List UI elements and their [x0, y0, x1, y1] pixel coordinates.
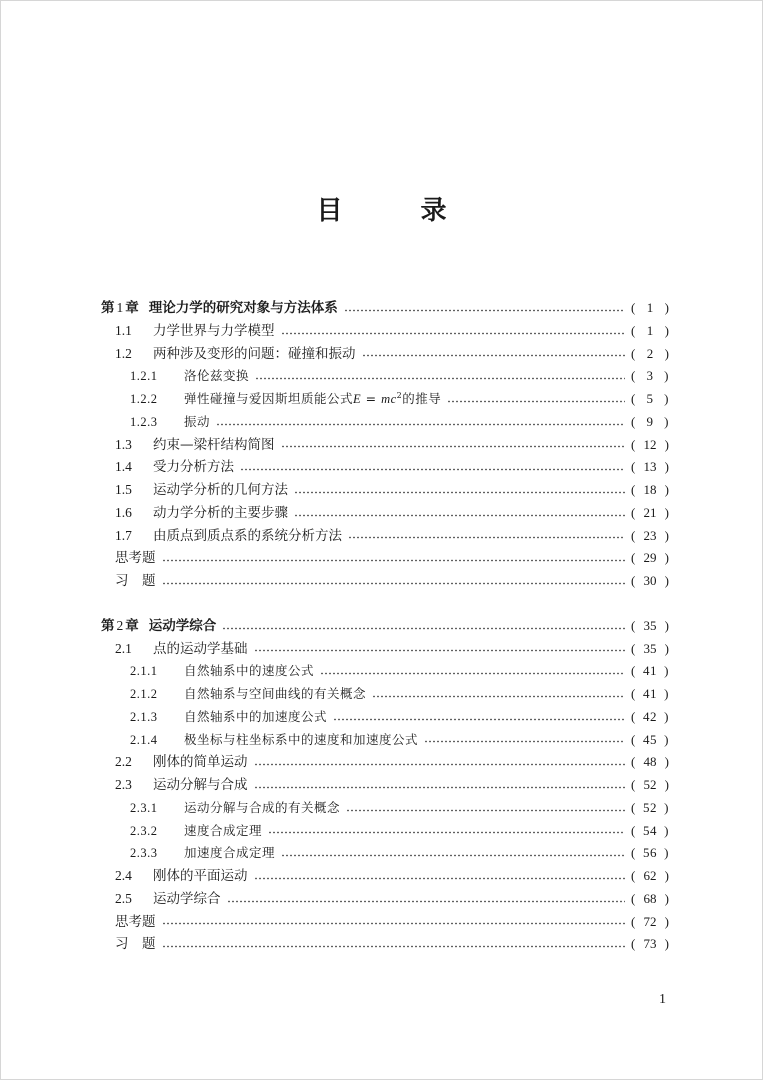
entry-title — [153, 638, 248, 661]
paren-open: ( — [631, 573, 636, 588]
entry-title — [184, 411, 210, 434]
entry-title — [115, 547, 156, 570]
page-num: 13 — [643, 459, 657, 475]
paren-close: ) — [664, 708, 669, 724]
entry-title — [184, 683, 366, 706]
section-number: 2.2 — [115, 754, 132, 770]
toc-page-ref — [631, 502, 669, 525]
page-num: 42 — [643, 708, 657, 724]
entry-text: 思考题 — [115, 550, 156, 567]
toc-misc-entry[interactable] — [101, 933, 669, 956]
paren-open: ( — [631, 300, 636, 315]
entry-text: 自然轴系与空间曲线的有关概念 — [184, 686, 367, 701]
page-num: 48 — [643, 754, 657, 770]
paren-open: ( — [631, 936, 636, 952]
page-num: 18 — [643, 482, 657, 497]
entry-title — [184, 729, 418, 752]
paren-open: ( — [631, 345, 636, 361]
paren-close: ) — [664, 890, 669, 906]
section-number: 1.2.2 — [130, 392, 158, 406]
entry-title — [184, 660, 314, 683]
paren-open: ( — [631, 413, 636, 429]
chapter-suffix: 章 — [125, 300, 139, 316]
page-num: 52 — [643, 777, 657, 792]
dot-leader — [255, 377, 625, 380]
paren-open: ( — [631, 754, 636, 770]
toc-page-ref — [631, 388, 669, 411]
entry-text: 受力分析方法 — [153, 459, 234, 476]
section-number: 1.2.3 — [130, 414, 158, 429]
paren-close: ) — [664, 663, 669, 679]
page-num: 23 — [643, 527, 657, 543]
toc-section[interactable] — [101, 434, 669, 457]
paren-close: ) — [664, 731, 669, 747]
chapter-number — [101, 297, 139, 320]
page-num: 68 — [643, 890, 657, 906]
toc-page-ref — [631, 411, 669, 434]
paren-open: ( — [631, 845, 636, 861]
entry-title — [153, 751, 248, 774]
toc-page-ref — [631, 751, 669, 774]
dot-leader — [240, 468, 625, 471]
paren-close: ) — [664, 822, 669, 838]
toc-page-ref — [631, 729, 669, 752]
entry-title — [115, 933, 156, 956]
chapter-prefix: 第 — [101, 617, 115, 634]
toc-section[interactable] — [101, 638, 669, 661]
toc-subsection[interactable] — [101, 729, 669, 752]
toc-chapter-heading[interactable] — [101, 297, 669, 320]
entry-title — [153, 479, 288, 502]
paren-open: ( — [631, 391, 636, 406]
entry-text: 约束—梁杆结构简图 — [153, 436, 275, 453]
toc-section[interactable] — [101, 456, 669, 479]
dot-leader — [268, 831, 625, 834]
entry-text: 刚体的平面运动 — [153, 868, 248, 884]
paren-open: ( — [631, 368, 636, 384]
page-num: 1 — [646, 322, 654, 338]
toc-section[interactable] — [101, 502, 669, 525]
entry-title — [184, 388, 441, 411]
paren-close: ) — [664, 322, 669, 338]
toc-page-ref — [631, 365, 669, 388]
paren-close: ) — [664, 368, 669, 384]
dot-leader — [254, 877, 626, 880]
section-number: 1.7 — [115, 527, 132, 543]
formula-eq: = — [361, 391, 382, 406]
dot-leader — [320, 672, 625, 675]
toc-section[interactable] — [101, 865, 669, 888]
toc-page-ref — [631, 615, 669, 638]
entry-title — [184, 365, 249, 388]
entry-text: 速度合成定理 — [184, 822, 263, 838]
page-num: 72 — [643, 913, 657, 929]
entry-title — [184, 797, 340, 820]
dot-leader — [346, 809, 625, 812]
section-number: 1.2 — [115, 345, 132, 361]
section-number: 2.5 — [115, 890, 132, 906]
toc-page-ref — [631, 638, 669, 661]
section-number: 2.3 — [115, 777, 132, 792]
entry-text: 动力学分析的主要步骤 — [153, 504, 288, 521]
toc-page-ref — [631, 479, 669, 502]
paren-close: ) — [664, 413, 669, 429]
paren-open: ( — [631, 617, 636, 633]
dot-leader — [222, 627, 625, 630]
page-num: 62 — [643, 868, 657, 883]
page-num: 54 — [643, 822, 657, 838]
section-number: 2.3.1 — [130, 800, 158, 815]
chapter-no: 2 — [116, 617, 124, 633]
toc-page-ref — [631, 820, 669, 843]
paren-close: ) — [664, 936, 669, 952]
page-num: 73 — [643, 936, 657, 952]
chapter-title: 理论力学的研究对象与方法体系 — [148, 300, 338, 316]
section-number: 2.1.3 — [130, 709, 158, 724]
paren-close: ) — [664, 640, 669, 656]
section-number: 2.3.3 — [130, 846, 158, 861]
toc-page-ref — [631, 683, 669, 706]
toc-page-ref — [631, 456, 669, 479]
dot-leader — [372, 695, 625, 698]
paren-open: ( — [631, 527, 636, 543]
toc-subsection[interactable] — [101, 411, 669, 434]
table-of-contents — [101, 297, 669, 956]
entry-text: 运动分解与合成 — [153, 777, 248, 793]
page-num: 5 — [646, 391, 654, 406]
page-num: 41 — [643, 663, 657, 679]
entry-text: 弹性碰撞与爱因斯坦质能公式 — [184, 391, 354, 406]
toc-section[interactable] — [101, 343, 669, 366]
chapter-prefix: 第 — [101, 300, 115, 316]
section-number: 2.3.2 — [130, 823, 158, 838]
dot-leader — [424, 740, 625, 743]
paren-close: ) — [664, 754, 669, 770]
paren-close: ) — [664, 550, 669, 566]
paren-close: ) — [664, 436, 669, 452]
formula-exp: 2 — [396, 390, 403, 400]
entry-text: 两种涉及变形的问题：碰撞和振动 — [153, 345, 356, 362]
toc-page-ref — [631, 911, 669, 934]
chapter-suffix: 章 — [125, 617, 139, 634]
paren-open: ( — [631, 482, 636, 497]
entry-text: 思考题 — [115, 913, 156, 930]
entry-text-tail: 的推导 — [402, 391, 442, 406]
toc-misc-entry[interactable] — [101, 911, 669, 934]
paren-open: ( — [631, 890, 636, 906]
entry-title — [153, 502, 288, 525]
toc-chapter-heading[interactable] — [101, 615, 669, 638]
paren-open: ( — [631, 913, 636, 929]
paren-close: ) — [664, 868, 669, 883]
section-number: 2.4 — [115, 868, 132, 883]
paren-open: ( — [631, 640, 636, 656]
toc-subsection[interactable] — [101, 365, 669, 388]
paren-close: ) — [664, 845, 669, 861]
paren-open: ( — [631, 708, 636, 724]
entry-title — [184, 842, 275, 865]
toc-page-ref — [631, 547, 669, 570]
paren-open: ( — [631, 799, 636, 815]
page-num: 30 — [643, 573, 657, 588]
entry-title — [153, 320, 275, 343]
dot-leader — [227, 900, 626, 903]
section-number: 2.1.2 — [130, 687, 158, 701]
dot-leader — [333, 718, 625, 721]
page-num: 9 — [646, 413, 654, 429]
paren-close: ) — [664, 504, 669, 520]
chapter-no: 1 — [116, 300, 124, 315]
dot-leader — [162, 945, 626, 948]
paren-close: ) — [664, 913, 669, 929]
dot-leader — [281, 445, 626, 448]
paren-open: ( — [631, 777, 636, 792]
page-num: 52 — [643, 799, 657, 815]
paren-open: ( — [631, 436, 636, 452]
entry-text: 振动 — [184, 413, 211, 429]
page-title: 目 录 — [316, 196, 473, 226]
paren-close: ) — [664, 391, 669, 406]
dot-leader — [447, 400, 625, 403]
toc-subsection[interactable] — [101, 388, 669, 411]
toc-subsection[interactable] — [101, 683, 669, 706]
dot-leader — [216, 423, 625, 426]
chapter-number — [101, 615, 139, 638]
page-num: 2 — [646, 345, 654, 361]
toc-page-ref — [631, 706, 669, 729]
dot-leader — [362, 354, 626, 357]
entry-text: 习 题 — [115, 936, 156, 953]
entry-title — [115, 911, 156, 934]
toc-page-ref — [631, 774, 669, 797]
section-number: 1.2.1 — [130, 369, 158, 384]
toc-page-ref — [631, 865, 669, 888]
formula-lhs: E — [353, 392, 362, 406]
dot-leader — [254, 786, 626, 789]
toc-page-ref — [631, 434, 669, 457]
paren-close: ) — [664, 799, 669, 815]
paren-close: ) — [664, 345, 669, 361]
section-number: 1.6 — [115, 504, 132, 520]
entry-title — [153, 865, 248, 888]
toc-section[interactable] — [101, 774, 669, 797]
section-number: 1.3 — [115, 436, 132, 452]
entry-text: 自然轴系中的速度公式 — [184, 663, 315, 679]
page-num: 56 — [643, 845, 657, 861]
dot-leader — [344, 309, 625, 312]
paren-close: ) — [664, 482, 669, 497]
dot-leader — [294, 491, 625, 494]
paren-open: ( — [631, 322, 636, 338]
entry-title — [153, 774, 248, 797]
paren-open: ( — [631, 550, 636, 566]
toc-page-ref — [631, 888, 669, 911]
chapter-title: 运动学综合 — [148, 617, 217, 634]
paren-close: ) — [664, 300, 669, 315]
page-num: 41 — [643, 686, 657, 701]
entry-text: 由质点到质点系的系统分析方法 — [153, 527, 342, 544]
entry-text: 洛伦兹变换 — [184, 368, 250, 384]
toc-subsection[interactable] — [101, 842, 669, 865]
section-number: 1.4 — [115, 459, 132, 475]
section-number: 2.1.4 — [130, 732, 158, 747]
dot-leader — [294, 514, 625, 517]
dot-leader — [162, 922, 626, 925]
paren-close: ) — [664, 459, 669, 475]
page-num: 12 — [643, 436, 657, 452]
section-number: 2.1 — [115, 640, 132, 656]
toc-section[interactable] — [101, 479, 669, 502]
toc-misc-entry[interactable] — [101, 570, 669, 593]
paren-close: ) — [664, 777, 669, 792]
page-number: 1 — [659, 992, 666, 1007]
formula-rhs: mc — [381, 392, 397, 406]
toc-section[interactable] — [101, 525, 669, 548]
entry-text: 运动分解与合成的有关概念 — [184, 799, 341, 815]
toc-section[interactable] — [101, 888, 669, 911]
paren-close: ) — [664, 686, 669, 701]
paren-open: ( — [631, 868, 636, 883]
entry-text: 习 题 — [115, 573, 156, 589]
entry-title — [153, 525, 342, 548]
toc-chapter — [101, 297, 669, 593]
dot-leader — [162, 559, 626, 562]
toc-page-ref — [631, 842, 669, 865]
page-num: 1 — [646, 300, 654, 315]
entry-title — [153, 456, 234, 479]
toc-page-ref — [631, 525, 669, 548]
entry-text: 运动学综合 — [153, 890, 221, 907]
toc-subsection[interactable] — [101, 706, 669, 729]
paren-open: ( — [631, 686, 636, 701]
toc-page-ref — [631, 297, 669, 320]
dot-leader — [162, 582, 626, 585]
entry-text: 加速度合成定理 — [184, 845, 276, 861]
dot-leader — [254, 649, 626, 652]
toc-section[interactable] — [101, 751, 669, 774]
entry-text: 点的运动学基础 — [153, 640, 248, 657]
entry-title — [184, 820, 262, 843]
entry-text: 运动学分析的几何方法 — [153, 482, 288, 498]
entry-text: 自然轴系中的加速度公式 — [184, 708, 328, 724]
entry-title — [153, 343, 356, 366]
dot-leader — [348, 536, 625, 539]
paren-close: ) — [664, 527, 669, 543]
toc-page-ref — [631, 570, 669, 593]
paren-open: ( — [631, 731, 636, 747]
toc-section[interactable] — [101, 320, 669, 343]
section-number: 1.5 — [115, 482, 132, 497]
section-number: 2.1.1 — [130, 664, 158, 679]
entry-title — [153, 888, 221, 911]
paren-close: ) — [664, 617, 669, 633]
section-number: 1.1 — [115, 322, 132, 338]
entry-text: 力学世界与力学模型 — [153, 322, 275, 339]
paren-open: ( — [631, 663, 636, 679]
page-num: 35 — [643, 617, 657, 633]
dot-leader — [281, 854, 625, 857]
paren-open: ( — [631, 459, 636, 475]
toc-subsection[interactable] — [101, 820, 669, 843]
dot-leader — [281, 332, 626, 335]
toc-page-ref — [631, 343, 669, 366]
entry-title — [184, 706, 327, 729]
dot-leader — [254, 763, 626, 766]
entry-title — [153, 434, 275, 457]
toc-page-ref — [631, 797, 669, 820]
toc-page-ref — [631, 933, 669, 956]
page-num: 29 — [643, 550, 657, 566]
page-num: 3 — [646, 368, 654, 384]
page-num: 45 — [643, 731, 657, 747]
toc-page-ref — [631, 320, 669, 343]
page-num: 35 — [643, 640, 657, 656]
toc-subsection[interactable] — [101, 797, 669, 820]
paren-open: ( — [631, 504, 636, 520]
toc-misc-entry[interactable] — [101, 547, 669, 570]
page-num: 21 — [643, 504, 657, 520]
toc-page-ref — [631, 660, 669, 683]
entry-title — [115, 570, 156, 593]
toc-chapter — [101, 615, 669, 956]
paren-close: ) — [664, 573, 669, 588]
paren-open: ( — [631, 822, 636, 838]
entry-text: 刚体的简单运动 — [153, 754, 248, 771]
entry-text: 极坐标与柱坐标系中的速度和加速度公式 — [184, 731, 419, 747]
toc-subsection[interactable] — [101, 660, 669, 683]
